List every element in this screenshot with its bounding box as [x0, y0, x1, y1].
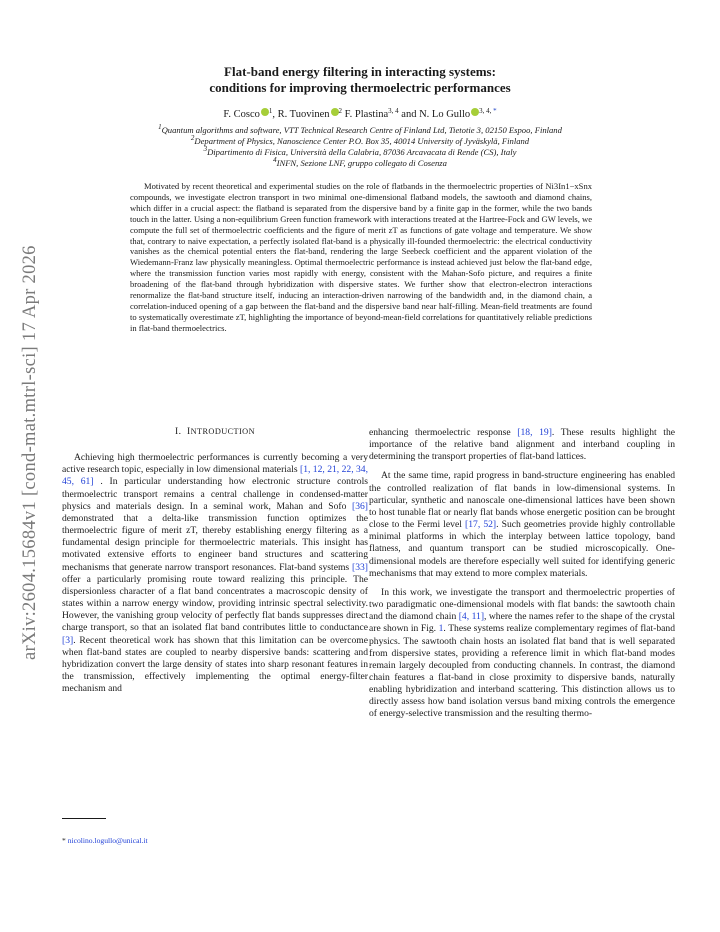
citation-link[interactable]: [4, 11]: [458, 611, 485, 623]
orcid-icon[interactable]: [261, 108, 269, 116]
orcid-icon[interactable]: [331, 108, 339, 116]
footnote-rule: [62, 818, 106, 819]
affiliation-3: [60, 147, 660, 158]
author-name: F. Plastina: [344, 109, 389, 120]
citation-link[interactable]: 1: [438, 623, 444, 635]
citation-link[interactable]: [1, 12, 21, 22, 34, 45, 61]: [62, 464, 369, 488]
affiliation-1-marker: 1: [158, 123, 162, 131]
paper-title-line-1: Flat-band energy filtering in interacting systems:: [224, 64, 496, 79]
section-title: INTRODUCTION: [187, 426, 255, 437]
right-column: [369, 427, 675, 728]
author-name: F. Cosco: [223, 109, 260, 120]
author-affiliation-marker: 3, 4: [388, 107, 399, 115]
author-affiliation-marker: 3, 4, *: [479, 107, 497, 115]
author-name: R. Tuovinen: [277, 109, 330, 120]
intro-paragraph-1: Achieving high thermoelectric performances is currently becoming a very active research topic, especially in low dimensional materials [1, 12, 21, 22, 34, 45, 61] . In particular understanding how electronic structure controls thermoelectric transport remains a central challenge in condensed-matter physics and materials design. In a seminal work, Mahan and Sofo [36] demonstrated that a delta-like transmission function optimizes the thermoelectric figure of merit zT, thereby establishing energy filtering as a fundamental design principle for thermoelectric materials. This insight has motivated extensive efforts to engineer band structures and scattering mechanisms that generate narrow transport resonances. Flat-band systems [33] offer a particularly promising route toward realizing this principle. The dispersionless character of a flat band concentrates a macroscopic density of states within a narrow energy window, providing intrinsic spectral selectivity. However, the vanishing group velocity of perfectly flat bands suppresses direct charge transport, so that an isolated flat band contributes little to conductance [3]. Recent theoretical work has shown that this limitation can be overcome when flat-band states are coupled to nearby dispersive bands: scattering and hybridization convert the large density of states into sharp resonant features in the transmission, effectively implementing the optimal energy-filter mechanism and: [62, 452, 369, 695]
section-heading: [62, 426, 368, 438]
affiliation-3-marker: 3: [203, 145, 208, 153]
abstract: Motivated by recent theoretical and experimental studies on the role of flatbands in the thermoelectric properties of Ni3In1−xSnx compounds, we investigate electron transport in two minimal one-dimensional flatband models, the sawtooth and diamond chains, which differ in a crucial aspect: the flatband is separated from the dispersive band by a finite gap in the former, while the two bands touch in the latter. Using a non-equilibrium Green function framework with interactions treated at the Hartree-Fock and GW levels, we compute the full set of thermoelectric coefficients and the figure of merit zT as functions of gate voltage and temperature. We show that, contrary to naive expectation, a perfectly isolated flat-band is a physically ill-founded thermoelectric: the electrical conductivity vanishes as the chemical potential enters the flat-band, rendering the large Seebeck coefficient and the apparent violation of the Wiedemann-Franz law physically meaningless. Optimal thermoelectric performance is instead achieved just below the flat-band edge, where the transmission function varies most rapidly with energy, consistent with the Mahan-Sofo picture, and requires a finite broadening of the flat-band through hybridization with dispersive states. We further show that electron-electron interactions renormalize the flat-band structure itself, inducing an interaction-driven narrowing of the bandwidth and, in the diamond chain, a correlation-induced opening of a gap between the flat-band and the dispersive band near half-filling. Mean-field treatments are found to systematically overestimate zT, highlighting the importance of beyond-mean-field correlations for quantitatively reliable predictions in flat-band thermoelectrics.: [130, 181, 592, 333]
footnote: [62, 836, 148, 846]
paper-title-line-2: conditions for improving thermoelectric performances: [209, 80, 511, 95]
orcid-icon[interactable]: [471, 108, 479, 116]
affiliation-1: [60, 125, 660, 136]
author-affiliation-marker: 2: [338, 107, 343, 115]
citation-link[interactable]: [3]: [62, 634, 74, 646]
affiliation-2-text: Department of Physics, Nanoscience Center P.O. Box 35, 40014 University of Jyväskylä, Finland: [194, 136, 530, 146]
section-number: I.: [175, 426, 182, 437]
corresponding-author-marker[interactable]: *: [493, 107, 497, 115]
intro-paragraph-3: In this work, we investigate the transport and thermoelectric properties of two paradigmatic one-dimensional models with flat bands: the sawtooth chain and the diamond chain [4, 11], where the names refer to the shape of the crystal are shown in Fig. 1. These systems realize complementary regimes of flat-band physics. The sawtooth chain hosts an isolated flat band that is well separated from dispersive states, providing a reference limit in which flat-band modes remain largely decoupled from conducting channels. In contrast, the diamond chain features a flat-band in close proximity to dispersive bands, naturally enabling hybridization and interband scattering. This distinction allows us to directly assess how band isolation versus band mixing controls the emergence of energy-selective transmission and the resulting thermo-: [369, 586, 675, 720]
citation-link[interactable]: [18, 19]: [517, 427, 552, 438]
affiliation-4: [60, 158, 660, 169]
intro-paragraph-2: At the same time, rapid progress in band-structure engineering has enabled the controlled realization of flat bands in low-dimensional systems. In particular, synthetic and nanoscale one-dimensional lattices have been shown to host tunable flat or nearly flat bands whose energetic position can be brought close to the Fermi level [17, 52]. Such geometries provide highly controllable minimal platforms in which the interplay between lattice topology, band flatness, and quantum transport can be studied microscopically. One-dimensional models are therefore especially well suited for identifying generic mechanisms that may extend to more complex materials.: [369, 470, 676, 579]
affiliation-3-text: Dipartimento di Fisica, Università della Calabria, 87036 Arcavacata di Rende (CS), Italy: [207, 147, 517, 157]
footnote-marker: *: [62, 836, 66, 845]
citation-link[interactable]: [17, 52]: [465, 519, 497, 531]
arxiv-identifier[interactable]: arXiv:2604.15684v1 [cond-mat.mtrl-sci] 17 Apr 2026: [20, 245, 40, 660]
citation-link[interactable]: [33]: [352, 561, 368, 573]
author-affiliation-marker: 1: [268, 107, 273, 115]
affiliation-4-text: INFN, Sezione LNF, gruppo collegato di Cosenza: [276, 158, 447, 168]
footnote-email-link[interactable]: nicolino.logullo@unical.it: [67, 836, 148, 845]
affiliation-2: [60, 136, 660, 147]
left-column: [62, 426, 368, 702]
affiliation-4-marker: 4: [273, 156, 277, 164]
author-list: F. Cosco $^1$, R. Tuovinen $^2$ F. Plastina$^{3, 4}$ and N. Lo Gullo $^{3, 4, *}$: [223, 107, 497, 120]
affiliation-2-marker: 2: [190, 134, 195, 142]
citation-link[interactable]: [36]: [352, 500, 368, 512]
affiliation-1-text: Quantum algorithms and software, VTT Technical Research Centre of Finland Ltd, Tietotie 3, 02150 Espoo, Finland: [161, 125, 562, 135]
intro-paragraph-continued: enhancing thermoelectric response [18, 19]. These results highlight the importance of the relative band alignment and interband coupling in determining the transport properties of flat-band lattices.: [369, 427, 676, 463]
author-name: N. Lo Gullo: [419, 109, 471, 120]
